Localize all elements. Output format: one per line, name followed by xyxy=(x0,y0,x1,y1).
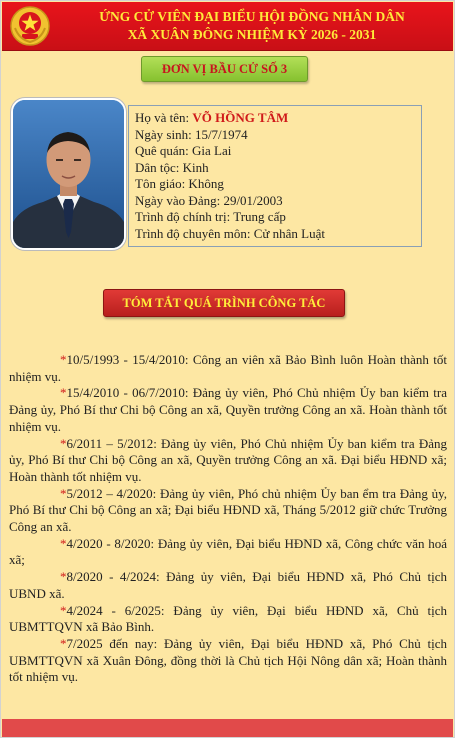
bullet-star: * xyxy=(60,435,67,451)
electoral-unit-label: ĐƠN VỊ BẦU CỬ SỐ 3 xyxy=(141,56,308,82)
career-entry xyxy=(9,486,447,536)
career-entry-text: 7/2025 đến nay: Đảng ủy viên, Đại biểu HĐND xã, Phó Chủ tịch UBMTTQVN xã Xuân Đông, đồng thời là Chủ tịch Hội Nông dân xã; Hoàn thành tốt nhiệm vụ. xyxy=(9,635,447,685)
career-entry xyxy=(9,603,447,636)
header-banner xyxy=(2,2,453,51)
bullet-star: * xyxy=(60,352,67,367)
bullet-star: * xyxy=(60,602,67,618)
national-emblem-icon xyxy=(10,6,50,46)
bullet-star: * xyxy=(60,385,67,401)
portrait-image xyxy=(13,100,124,248)
bullet-star: * xyxy=(60,635,67,651)
hometown: Quê quán: Gia Lai xyxy=(135,143,232,158)
career-summary-label: TÓM TẮT QUÁ TRÌNH CÔNG TÁC xyxy=(103,289,345,317)
career-entry-text: 15/4/2010 - 06/7/2010: Đảng ủy viên, Phó Chủ nhiệm Ủy ban kiểm tra Đảng ủy, Phó Bí thư Chi bộ Công an xã, Quyền trưởng Công an xã. Hoàn thành tốt nhiệm vụ. xyxy=(9,385,447,434)
career-entry-text: 8/2020 - 4/2024: Đảng ủy viên, Đại biểu HĐND xã, Phó Chủ tịch UBND xã. xyxy=(9,569,447,601)
career-entry xyxy=(9,636,447,686)
career-entry xyxy=(9,385,447,435)
footer-bar xyxy=(2,719,453,737)
header-title-line-1: ỨNG CỬ VIÊN ĐẠI BIỂU HỘI ĐỒNG NHÂN DÂN xyxy=(99,9,405,24)
religion: Tôn giáo: Không xyxy=(135,176,224,191)
bullet-star: * xyxy=(60,535,67,551)
birth-date: Ngày sinh: 15/7/1974 xyxy=(135,126,248,142)
ethnicity: Dân tộc: Kinh xyxy=(135,159,209,175)
career-entry-text: 4/2020 - 8/2020: Đảng ủy viên, Đại biểu HĐND xã, Công chức văn hoá xã; xyxy=(9,535,447,568)
candidate-photo xyxy=(11,98,126,250)
professional-level: Trình độ chuyên môn: Cử nhân Luật xyxy=(135,225,325,241)
candidate-info-box xyxy=(128,105,422,247)
candidate-name: VÕ HỒNG TÂM xyxy=(192,110,289,125)
career-entry xyxy=(9,536,447,569)
career-entry xyxy=(9,436,447,486)
name-label: Họ và tên: xyxy=(135,110,193,125)
career-list xyxy=(9,352,447,686)
career-entry-text: 5/2012 – 4/2020: Đảng ủy viên, Phó chủ nhiệm Ủy ban ểm tra Đảng ủy, Phó Bí thư Chi bộ Công an xã; Đại biểu HĐND xã, Tháng 5/2012 giữ chức Trưởng Công an xã. xyxy=(9,485,447,535)
career-entry xyxy=(9,352,447,385)
career-entry-text: 4/2024 - 6/2025: Đảng ủy viên, Đại biểu HĐND xã, Chủ tịch UBMTTQVN xã Bảo Bình. xyxy=(9,602,447,635)
career-entry xyxy=(9,569,447,602)
party-join-date: Ngày vào Đảng: 29/01/2003 xyxy=(135,192,283,208)
header-title-line-2: XÃ XUÂN ĐÔNG NHIỆM KỲ 2026 - 2031 xyxy=(127,27,377,42)
political-level: Trình độ chính trị: Trung cấp xyxy=(135,209,286,224)
career-entry-text: 10/5/1993 - 15/4/2010: Công an viên xã Bảo Bình luôn Hoàn thành tốt nhiệm vụ. xyxy=(9,352,447,384)
bullet-star: * xyxy=(60,569,67,585)
career-entry-text: 6/2011 – 5/2012: Đảng ủy viên, Phó Chủ nhiệm Ủy ban kiểm tra Đảng ủy, Phó Bí thư Chi bộ Công an xã, Quyền trưởng Công an xã. Đại biểu HĐND xã; Hoàn thành tốt nhiệm vụ. xyxy=(9,435,447,484)
bullet-star: * xyxy=(60,485,67,501)
candidate-name-row xyxy=(135,110,288,126)
